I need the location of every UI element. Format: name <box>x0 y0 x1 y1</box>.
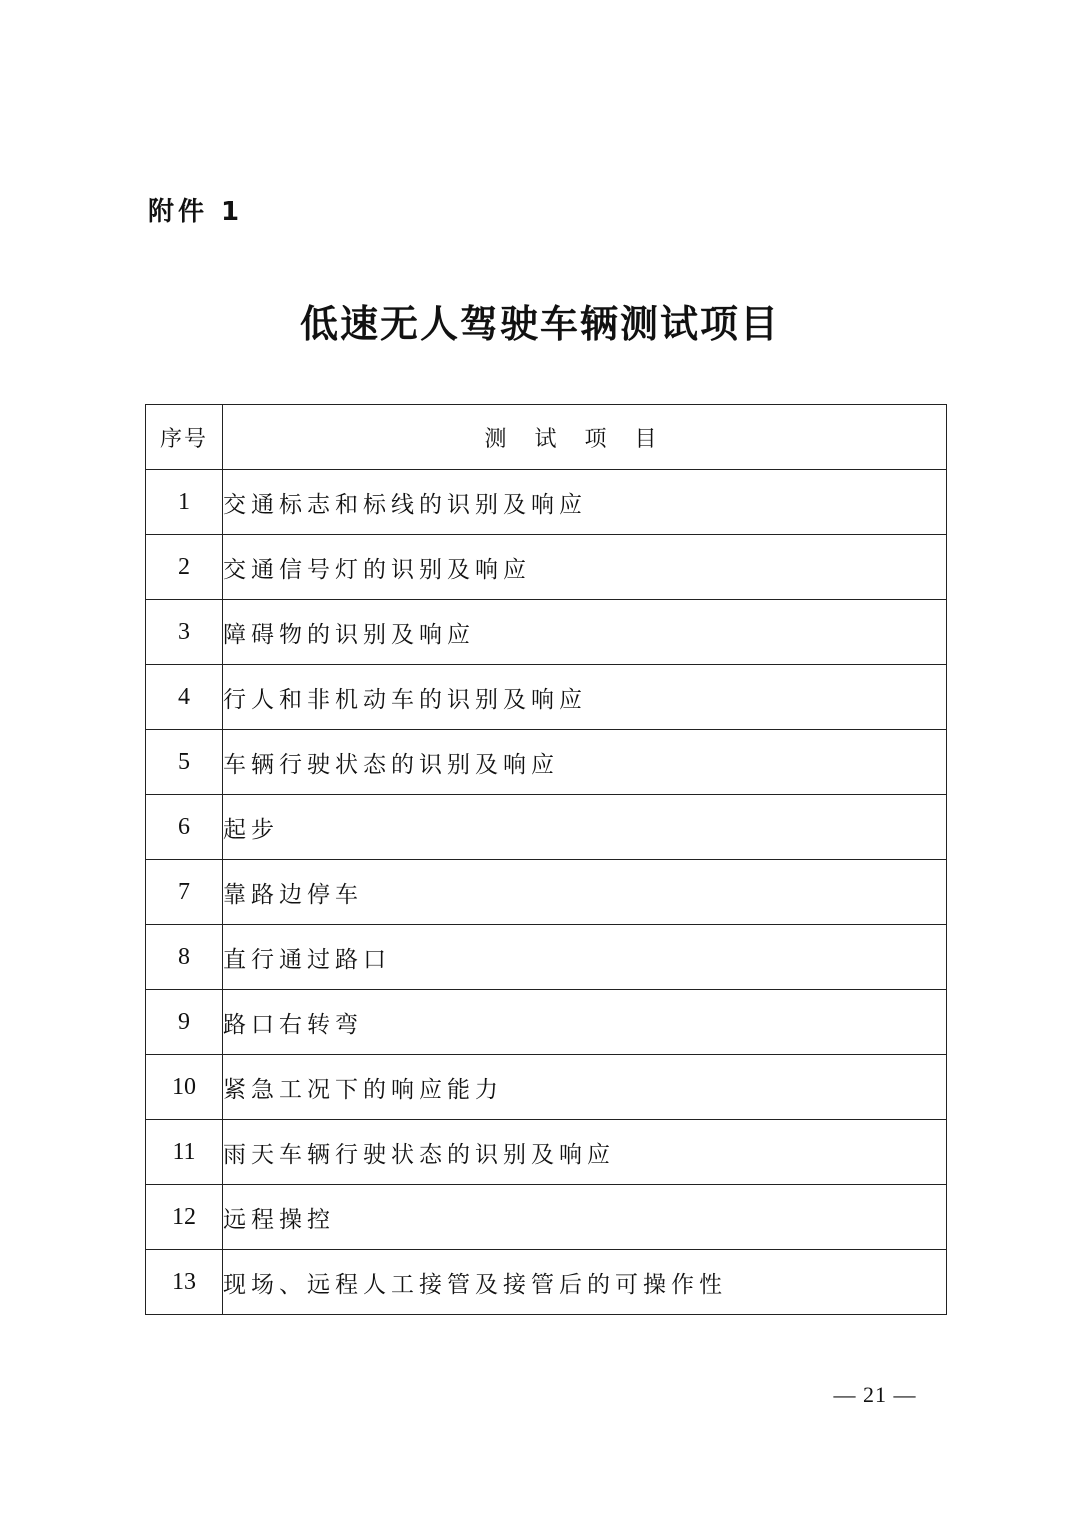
test-items-table <box>145 404 947 1315</box>
table-row <box>146 730 947 795</box>
row-test-item: 交通信号灯的识别及响应 <box>223 535 947 600</box>
table-row <box>146 535 947 600</box>
row-number: 13 <box>146 1250 223 1315</box>
row-test-item: 靠路边停车 <box>223 860 947 925</box>
header-number: 序号 <box>146 405 223 470</box>
document-title: 低速无人驾驶车辆测试项目 <box>299 301 780 346</box>
row-test-item: 交通标志和标线的识别及响应 <box>223 470 947 535</box>
row-test-item: 现场、远程人工接管及接管后的可操作性 <box>223 1250 947 1315</box>
row-test-item: 雨天车辆行驶状态的识别及响应 <box>223 1120 947 1185</box>
row-test-item: 行人和非机动车的识别及响应 <box>223 665 947 730</box>
table-row <box>146 600 947 665</box>
row-test-item: 远程操控 <box>223 1185 947 1250</box>
header-test-item: 测试项目 <box>223 405 947 470</box>
table-row <box>146 795 947 860</box>
table-row <box>146 470 947 535</box>
table-header-row <box>146 405 947 470</box>
row-number: 12 <box>146 1185 223 1250</box>
row-number: 1 <box>146 470 223 535</box>
row-number: 11 <box>146 1120 223 1185</box>
table-row <box>146 1120 947 1185</box>
row-number: 10 <box>146 1055 223 1120</box>
table-row <box>146 1250 947 1315</box>
row-number: 4 <box>146 665 223 730</box>
row-number: 7 <box>146 860 223 925</box>
table-row <box>146 925 947 990</box>
row-test-item: 车辆行驶状态的识别及响应 <box>223 730 947 795</box>
row-number: 6 <box>146 795 223 860</box>
row-number: 5 <box>146 730 223 795</box>
table-row <box>146 990 947 1055</box>
table-row <box>146 665 947 730</box>
page-number: — 21 — <box>833 1382 917 1407</box>
row-number: 2 <box>146 535 223 600</box>
table-row <box>146 1055 947 1120</box>
table-row <box>146 1185 947 1250</box>
table-row <box>146 860 947 925</box>
row-test-item: 直行通过路口 <box>223 925 947 990</box>
row-number: 3 <box>146 600 223 665</box>
row-number: 9 <box>146 990 223 1055</box>
row-number: 8 <box>146 925 223 990</box>
row-test-item: 路口右转弯 <box>223 990 947 1055</box>
row-test-item: 紧急工况下的响应能力 <box>223 1055 947 1120</box>
row-test-item: 障碍物的识别及响应 <box>223 600 947 665</box>
row-test-item: 起步 <box>223 795 947 860</box>
attachment-label: 附件 1 <box>148 197 244 227</box>
